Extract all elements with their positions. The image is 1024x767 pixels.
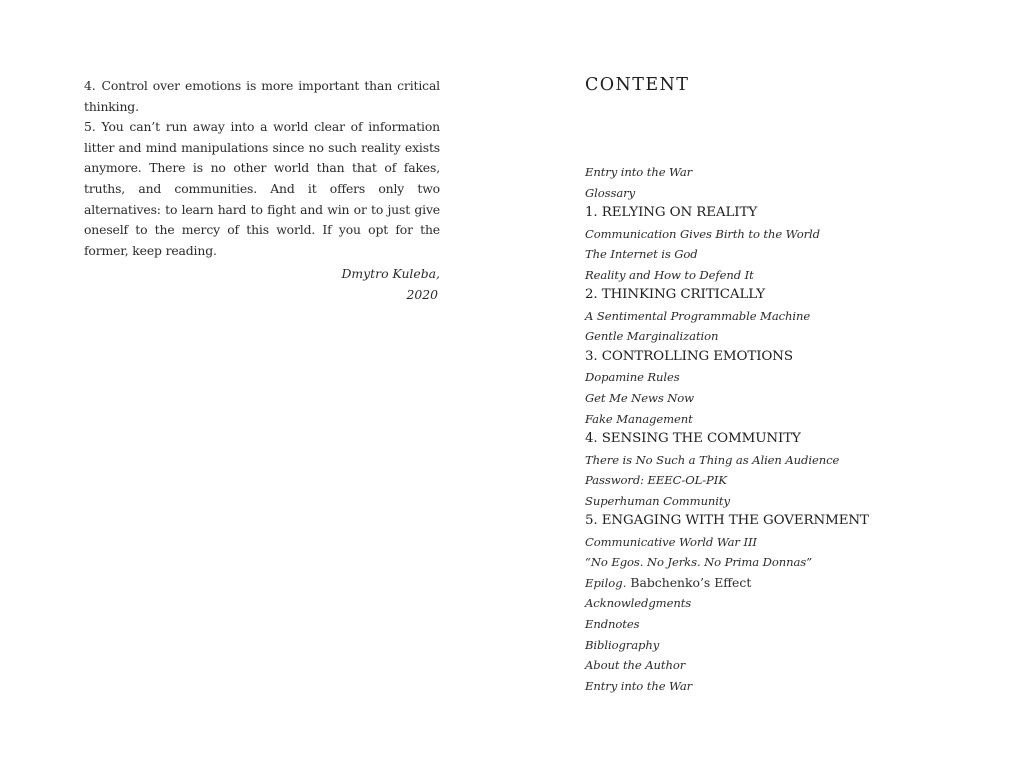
toc-item: Get Me News Now <box>585 391 694 406</box>
toc-item: The Internet is God <box>585 247 698 262</box>
toc-item: Password: EEEC-OL-PIK <box>585 473 727 488</box>
toc-item: Entry into the War <box>585 678 693 693</box>
paragraph-4 <box>84 76 440 117</box>
signature-year: 2020 <box>406 286 438 302</box>
table-of-contents <box>585 162 985 696</box>
paragraph-4-text: Control over emotions is more important than critical thinking. <box>84 78 440 114</box>
toc-item: Reality and How to Defend It <box>585 267 754 282</box>
left-page <box>84 76 440 306</box>
toc-chapter: 1. RELYING ON REALITY <box>585 205 758 221</box>
toc-item: Gentle Marginalization <box>585 329 719 344</box>
toc-item: Acknowledgments <box>585 596 692 611</box>
paragraph-5 <box>84 117 440 261</box>
toc-item: Superhuman Community <box>585 493 730 508</box>
toc-item: About the Author <box>585 658 686 673</box>
toc-item: “No Egos. No Jerks. No Prima Donnas” <box>585 555 812 570</box>
toc-item: There is No Such a Thing as Alien Audience <box>585 452 840 467</box>
signature <box>84 264 440 305</box>
toc-chapter: 5. ENGAGING WITH THE GOVERNMENT <box>585 513 869 529</box>
toc-item: Communication Gives Birth to the World <box>585 226 820 241</box>
toc-item: Bibliography <box>585 637 660 652</box>
paragraph-5-text: You can’t run away into a world clear of information litter and mind manipulations since no such reality exists anymore. There is no other world than that of fakes, truths, and communities. And it offers only two alternatives: to learn hard to fight and win or to just give oneself to the mercy of this world. If you opt for the former, keep reading. <box>84 119 440 258</box>
toc-item: Glossary <box>585 185 636 200</box>
toc-chapter: 4. SENSING THE COMMUNITY <box>585 431 801 447</box>
toc-item: Dopamine Rules <box>585 370 680 385</box>
paragraph-4-number: 4. <box>84 78 96 93</box>
toc-chapter: 2. THINKING CRITICALLY <box>585 287 765 303</box>
right-page <box>585 74 985 693</box>
toc-chapter: 3. CONTROLLING EMOTIONS <box>585 348 793 364</box>
toc-item-epilog <box>585 573 985 594</box>
paragraph-5-number: 5. <box>84 119 96 135</box>
toc-item: Communicative World War III <box>585 534 757 549</box>
toc-item: A Sentimental Programmable Machine <box>585 308 811 323</box>
signature-name: Dmytro Kuleba, <box>341 266 440 282</box>
toc-item: Fake Management <box>585 411 693 426</box>
page-title: CONTENT <box>585 75 690 95</box>
toc-item: Entry into the War <box>585 165 693 179</box>
epilog-prefix: Epilog. <box>585 575 627 590</box>
toc-item: Endnotes <box>585 617 640 632</box>
epilog-title: Babchenko’s Effect <box>630 574 752 590</box>
